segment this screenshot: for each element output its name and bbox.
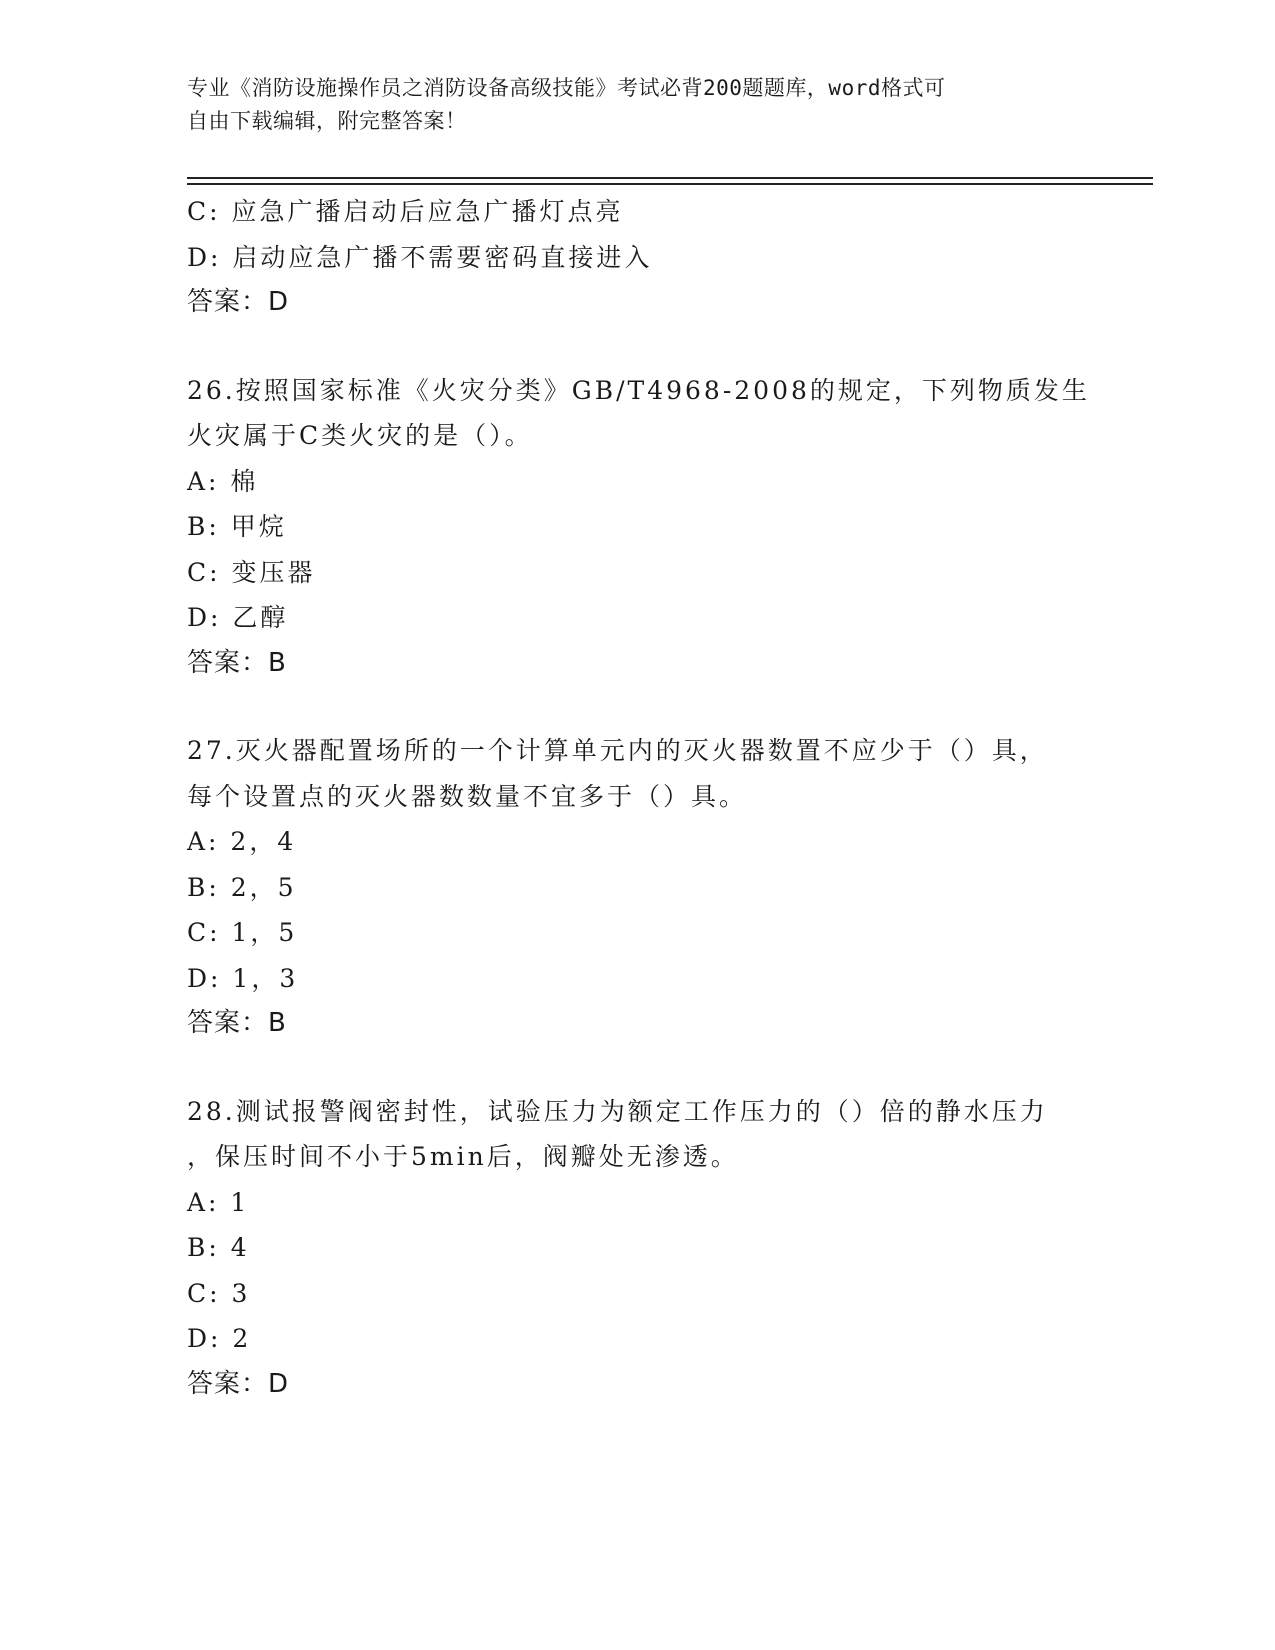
question-content xyxy=(187,189,1107,1407)
question-stem-line: 28.测试报警阀密封性，试验压力为额定工作压力的（）倍的静水压力 xyxy=(187,1096,1048,1126)
option-b: B: 甲烷 xyxy=(187,512,287,541)
spacer xyxy=(187,326,1107,368)
option-b: B: 2，5 xyxy=(187,872,297,902)
option-a: A: 2，4 xyxy=(187,827,297,856)
question-stem-line: ，保压时间不小于5min后，阀瓣处无渗透。 xyxy=(187,1142,739,1171)
answer-line: 答案：B xyxy=(187,1008,287,1038)
question-stem-line: 每个设置点的灭火器数数量不宜多于（）具。 xyxy=(187,781,748,811)
question-stem-line: 26.按照国家标准《火灾分类》GB/T4968-2008的规定，下列物质发生 xyxy=(187,375,1090,405)
option-d: D: 1，3 xyxy=(187,963,299,993)
option-a: A: 1 xyxy=(187,1187,250,1217)
question-27 xyxy=(187,728,1107,1047)
option-d: D: 2 xyxy=(187,1324,252,1353)
answer-line: 答案：D xyxy=(187,287,290,317)
question-stem-line: 火灾属于C类火灾的是（）。 xyxy=(187,421,533,450)
option-c: C: 变压器 xyxy=(187,557,316,587)
document-header xyxy=(187,72,1067,138)
option-c: C: 3 xyxy=(187,1278,251,1308)
option-d: D: 启动应急广播不需要密码直接进入 xyxy=(187,242,653,272)
spacer xyxy=(187,686,1107,728)
answer-line: 答案：B xyxy=(187,647,287,678)
option-c: C: 应急广播启动后应急广播灯点亮 xyxy=(187,197,624,226)
option-b: B: 4 xyxy=(187,1233,250,1262)
spacer xyxy=(187,1047,1107,1089)
header-title-line-1: 专业《消防设施操作员之消防设备高级技能》考试必背200题题库，word格式可 xyxy=(187,76,946,100)
question-26 xyxy=(187,368,1107,687)
answer-line: 答案：D xyxy=(187,1368,290,1399)
header-divider-bottom xyxy=(187,183,1153,185)
header-title-line-2: 自由下载编辑，附完整答案！ xyxy=(187,109,467,133)
option-c: C: 1，5 xyxy=(187,918,298,947)
header-divider-top xyxy=(187,177,1153,179)
question-stem-line: 27.灭火器配置场所的一个计算单元内的灭火器数置不应少于（）具， xyxy=(187,736,1048,765)
question-28 xyxy=(187,1089,1107,1408)
option-a: A: 棉 xyxy=(187,466,259,496)
option-d: D: 乙醇 xyxy=(187,603,289,632)
question-25-partial xyxy=(187,189,1107,326)
